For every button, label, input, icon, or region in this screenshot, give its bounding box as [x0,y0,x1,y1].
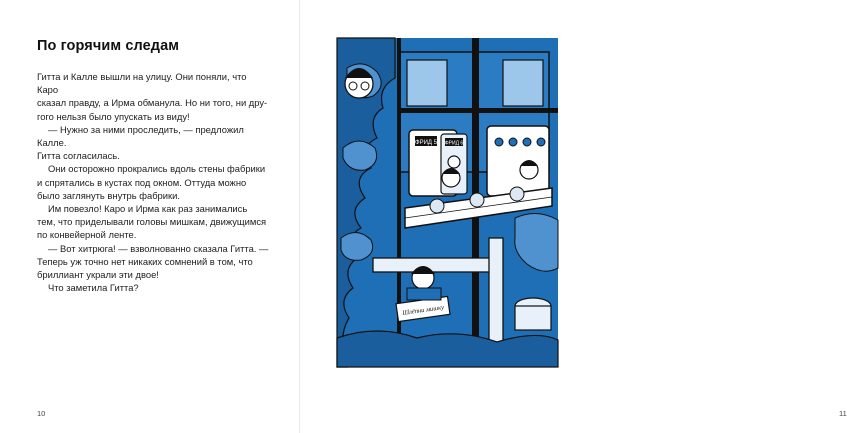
worker-shirt [407,288,441,300]
story-paragraph: Им повезло! Каро и Ирма как раз занимались тем, что приделывали головы мишкам, движущимся по конвейерной ленте. [37,203,267,241]
left-page [0,0,300,433]
floor-pipe [373,258,493,272]
story-text [37,70,269,294]
child-eye [349,82,357,90]
basket-body [515,306,551,330]
page-number-left: 10 [37,409,46,418]
teddy-bear [510,187,524,201]
factory-window [503,60,543,106]
panel-button [523,138,531,146]
chapter-title: По горячим следам [37,38,180,54]
story-paragraph: — Вот хитрюга! — взволнованно сказала Гитта. — Теперь уж точно нет никаких сомнений в том, что бриллиант украли эти двое! [37,242,269,281]
factory-window [407,60,447,106]
child-eye [361,82,369,90]
panel-button [509,138,517,146]
story-paragraph: — Нужно за ними проследить, — предложил Калле. Гитта согласилась. [37,123,244,162]
machine-sign-fried5: ФРИД 5 [415,140,437,146]
leaf-cluster [343,141,377,170]
factory-scene [337,38,558,367]
machine-sign-fried6: ФРИД 6 [444,140,464,147]
bear-sign-text: Шлёпни мишку [401,304,445,317]
page-number-right: 11 [839,409,847,418]
window-transom [397,108,558,113]
bushes-bottom [337,331,558,367]
story-paragraph: Что заметила Гитта? [48,282,139,294]
story-paragraph: Они осторожно прокрались вдоль стены фабрики и спрятались в кустах под окном. Оттуда можно было заглянуть внутрь фабрики. [37,163,266,201]
story-paragraph: Гитта и Калле вышли на улицу. Они поняли, что Каро сказал правду, а Ирма обманула. Но ни того, ни дру- гого нельзя было упускать из виду! [37,71,268,122]
panel-button [537,138,545,146]
panel-button [495,138,503,146]
vertical-pipe [489,238,503,348]
factory-illustration [337,38,558,367]
control-panel [487,126,549,196]
teddy-bear [430,199,444,213]
gauge-dial [448,156,460,168]
teddy-bear [470,193,484,207]
leaf-cluster [341,232,373,260]
